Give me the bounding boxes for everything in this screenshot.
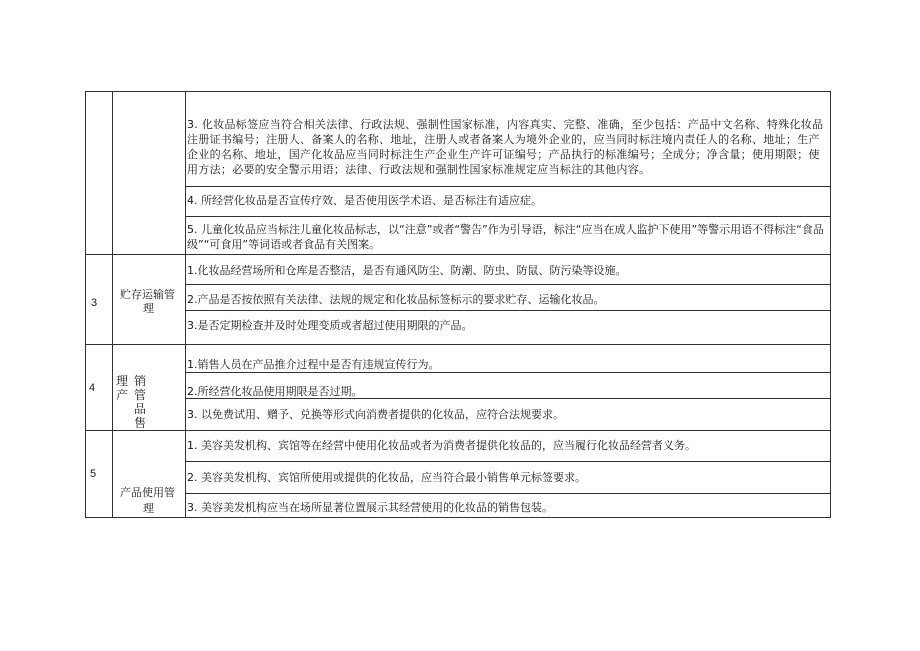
requirement-text: 3. 美容美发机构应当在场所显著位置展示其经营使用的化妆品的销售包装。: [187, 501, 553, 514]
category-label: 管: [134, 388, 147, 402]
category-label: 品: [134, 402, 147, 416]
requirement-text: 2. 美容美发机构、宾馆所使用或提供的化妆品，应当符合最小销售单元标签要求。: [187, 471, 586, 484]
table-left-border: [85, 91, 86, 518]
row-divider: [185, 493, 831, 494]
requirement-text: 3. 化妆品标签应当符合相关法律、行政法规、强制性国家标准，内容真实、完整、准确，至少包括：产品中文名称、特殊化妆品注册证书编号；注册人、备案人的名称、地址，注册人或者备案人为境外企业的，应当同时标注境内责任人的名称、地址；生产企业的名称、地址，国产化妆品应当同时标注生产企业生产许可证编号；产品执行的标准编号；全成分；净含量；使用期限；使用方法；必要的安全警示用语；法律、行政法规和强制性国家标准规定应当标注的其他内容。: [187, 118, 824, 176]
section-divider: [85, 430, 831, 431]
category-label: 理: [116, 374, 129, 388]
requirement-text: 1.销售人员在产品推介过程中是否有违规宣传行为。: [187, 358, 440, 371]
category-label: 理: [143, 502, 154, 515]
category-label: 贮存运输管: [120, 288, 175, 301]
category-label: 理: [143, 302, 154, 315]
row-number: 4: [89, 382, 96, 394]
table-bottom-border: [85, 517, 831, 518]
requirement-text: 3. 以免费试用、赠予、兑换等形式向消费者提供的化妆品，应符合法规要求。: [187, 408, 564, 421]
category-label: 产: [116, 388, 129, 402]
row-divider: [185, 186, 831, 187]
column-divider: [185, 91, 186, 518]
row-divider: [185, 461, 831, 462]
table-right-border: [830, 91, 831, 518]
row-divider: [185, 310, 831, 311]
requirement-text: 4. 所经营化妆品是否宣传疗效、是否使用医学术语、是否标注有适应症。: [187, 194, 542, 207]
row-divider: [185, 216, 831, 217]
requirement-text: 1.化妆品经营场所和仓库是否整洁，是否有通风防尘、防潮、防虫、防鼠、防污染等设施。: [187, 264, 627, 277]
row-number: 5: [90, 468, 97, 480]
table-top-border: [85, 91, 831, 92]
requirement-text: 1. 美容美发机构、宾馆等在经营中使用化妆品或者为消费者提供化妆品的，应当履行化妆品经营者义务。: [187, 439, 696, 452]
requirement-text: 2.产品是否按依照有关法律、法规的规定和化妆品标签标示的要求贮存、运输化妆品。: [187, 293, 605, 306]
section-divider: [85, 254, 831, 255]
section-divider: [85, 344, 831, 345]
row-divider: [185, 284, 831, 285]
category-label: 产品使用管: [120, 486, 175, 499]
category-label: 销: [134, 374, 147, 388]
requirement-text: 2.所经营化妆品使用期限是否过期。: [187, 385, 363, 398]
row-divider: [185, 372, 831, 373]
category-label: 售: [134, 416, 147, 430]
column-divider: [112, 91, 113, 518]
requirement-text: 3.是否定期检查并及时处理变质或者超过使用期限的产品。: [187, 319, 473, 332]
requirement-text: 5. 儿童化妆品应当标注儿童化妆品标志，以“注意”或者“警告”作为引导语，标注“应当在成人监护下使用”等警示用语不得标注“食品级”“可食用”等词语或者食品有关图案。: [187, 223, 824, 251]
row-number: 3: [91, 297, 98, 309]
